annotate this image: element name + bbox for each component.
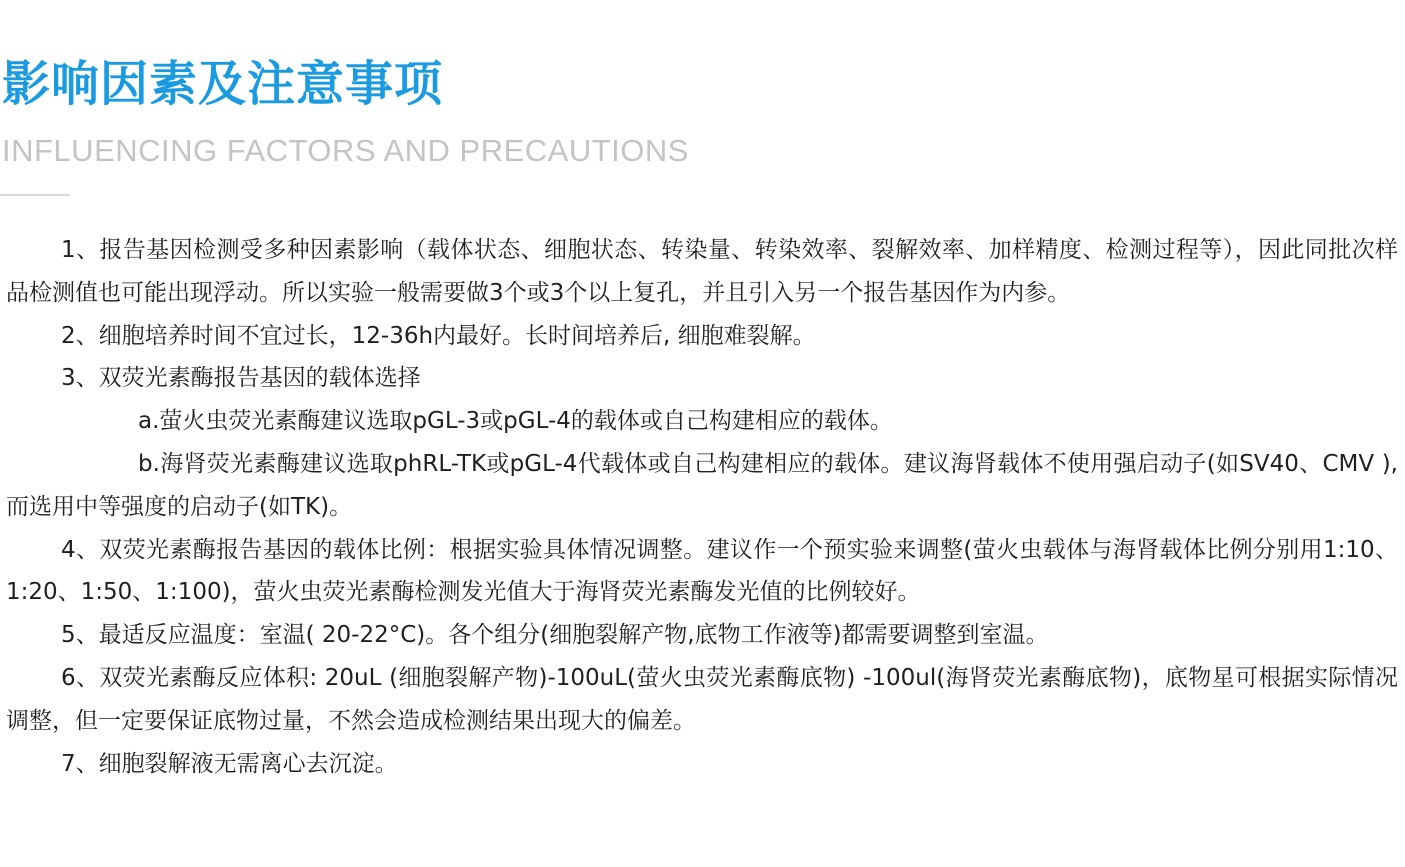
page-subtitle: INFLUENCING FACTORS AND PRECAUTIONS xyxy=(2,133,689,168)
page-title: 影响因素及注意事项 xyxy=(2,56,444,112)
title-divider xyxy=(0,194,70,196)
precaution-item-7: 7、细胞裂解液无需离心去沉淀。 xyxy=(61,750,398,777)
precaution-item-3a: a.萤火虫荧光素酶建议选取pGL-3或pGL-4的载体或自己构建相应的载体。 xyxy=(138,408,893,435)
precaution-item-3b: b.海肾荧光素酶建议选取phRL-TK或pGL-4代载体或自己构建相应的载体。建议海肾载体不使用强启动子(如SV40、CMV ), 而选用中等强度的启动子(如TK)。 xyxy=(6,450,1398,520)
precaution-item-5: 5、最适反应温度：室温( 20-22°C)。各个组分(细胞裂解产物,底物工作液等)都需要调整到室温。 xyxy=(61,622,1049,649)
precaution-item-2: 2、细胞培养时间不宜过长，12-36h内最好。长时间培养后, 细胞难裂解。 xyxy=(61,322,816,349)
precautions-content xyxy=(6,229,1398,785)
precaution-item-6: 6、双荧光素酶反应体积: 20uL (细胞裂解产物)-100uL(萤火虫荧光素酶底物) -100ul(海肾荧光素酶底物)，底物星可根据实际情况调整，但一定要保证底物过量，不然会造成检测结果出现大的偏差。 xyxy=(6,664,1398,734)
precaution-item-4: 4、双荧光素酶报告基因的载体比例：根据实验具体情况调整。建议作一个预实验来调整(萤火虫载体与海肾载体比例分别用1:10、1:20、1:50、1:100)，萤火虫荧光素酶检测发光值大于海肾荧光素酶发光值的比例较好。 xyxy=(6,536,1398,606)
precaution-item-3: 3、双荧光素酶报告基因的载体选择 xyxy=(61,365,421,392)
precaution-item-1: 1、报告基因检测受多种因素影响（载体状态、细胞状态、转染量、转染效率、裂解效率、加样精度、检测过程等），因此同批次样品检测值也可能出现浮动。所以实验一般需要做3个或3个以上复孔，并且引入另一个报告基因作为内参。 xyxy=(6,237,1398,306)
